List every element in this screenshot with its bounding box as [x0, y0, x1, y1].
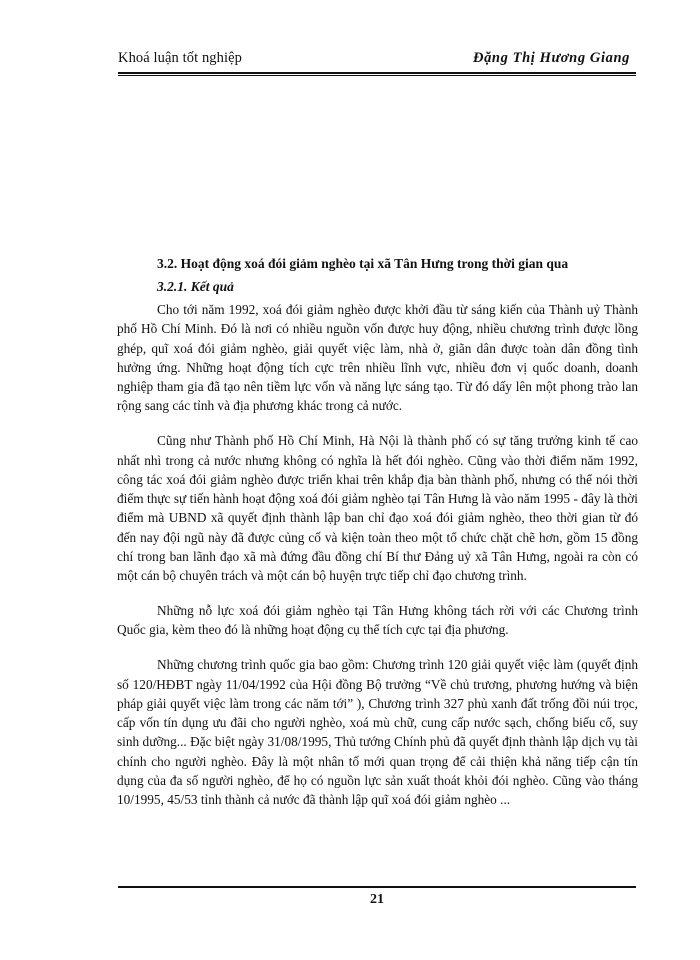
footer-divider: [118, 886, 636, 888]
thesis-label: Khoá luận tốt nghiệp: [118, 50, 243, 66]
section-heading: 3.2. Hoạt động xoá đói giảm nghèo tại xã Tân Hưng trong thời gian qua: [157, 256, 569, 271]
author-name: Đặng Thị Hương Giang: [473, 50, 630, 66]
paragraph-4: Những chương trình quốc gia bao gồm: Chương trình 120 giải quyết việc làm (quyết định số 120/HĐBT ngày 11/04/1992 của Hội đồng Bộ trưởng “Về chủ trương, phương hướng và biện pháp giải quyết việc làm trong các năm tới” ), Chương trình 327 phủ xanh đất trống đồi núi trọc, cấp vốn tín dụng ưu đãi cho người nghèo, xoá mù chữ, cung cấp nước sạch, chống biếu cổ, suy sinh dưỡng... Đặc biệt ngày 31/08/1995, Thủ tướng Chính phủ đã quyết định thành lập dịch vụ tài chính cho người nghèo. Đây là một nhân tố mới quan trọng để cải thiện khả năng tiếp cận tín dụng của đa số người nghèo, để họ có nguồn lực sản xuất thoát khỏi đói nghèo. Cũng vào tháng 10/1995, 45/53 tỉnh thành cả nước đã thành lập quĩ xoá đói giảm nghèo ...: [117, 657, 638, 808]
paragraph-1: Cho tới năm 1992, xoá đói giảm nghèo được khởi đầu từ sáng kiến của Thành uỷ Thành phố Hồ Chí Minh. Đó là nơi có nhiều nguồn vốn được huy động, nhiều chương trình được lồng ghép, quĩ xoá đói giảm nghèo, giải quyết việc làm, nhà ở, giãn dân được toàn dân đồng tình hưởng ứng. Những hoạt động tích cực trên nhiều lĩnh vực, nhiều đơn vị quốc doanh, doanh nghiệp tham gia đã tạo nên tiềm lực vốn và năng lực sáng tạo. Từ đó dấy lên một phong trào lan rộng sang các tỉnh và địa phương khác trong cả nước.: [117, 302, 638, 414]
subsection-heading: 3.2.1. Kết quả: [157, 279, 234, 294]
header-divider: [118, 72, 636, 76]
paragraph-3: Những nỗ lực xoá đói giảm nghèo tại Tân Hưng không tách rời với các Chương trình Quốc gia, kèm theo đó là những hoạt động cụ thể tích cực tại địa phương.: [117, 603, 638, 638]
paragraph-2: Cũng như Thành phố Hồ Chí Minh, Hà Nội là thành phố có sự tăng trưởng kinh tế cao nhất nhì trong cả nước nhưng không có nghĩa là hết đói nghèo. Cũng vào thời điểm năm 1992, công tác xoá đói giảm nghèo được triển khai trên khắp địa bàn thành phố, nhưng có thể nói thời điểm thực sự tiến hành hoạt động xoá đói giảm nghèo tại Tân Hưng là vào năm 1995 - đây là thời điểm mà UBND xã quyết định thành lập ban chỉ đạo xoá đói giảm nghèo, theo thời gian từ đó đến nay đội ngũ này đã được củng cố và kiện toàn theo một tổ chức chặt chẽ hơn, gồm 15 đồng chí trong ban lãnh đạo xã mà đứng đầu đồng chí Bí thư Đảng uỷ xã Tân Hưng, ngoài ra còn có một cán bộ chuyên trách và một cán bộ huyện trực tiếp chỉ đạo chương trình.: [117, 433, 638, 584]
page-number: 21: [370, 892, 384, 907]
page-header: [118, 44, 636, 72]
body-text: [117, 300, 638, 825]
